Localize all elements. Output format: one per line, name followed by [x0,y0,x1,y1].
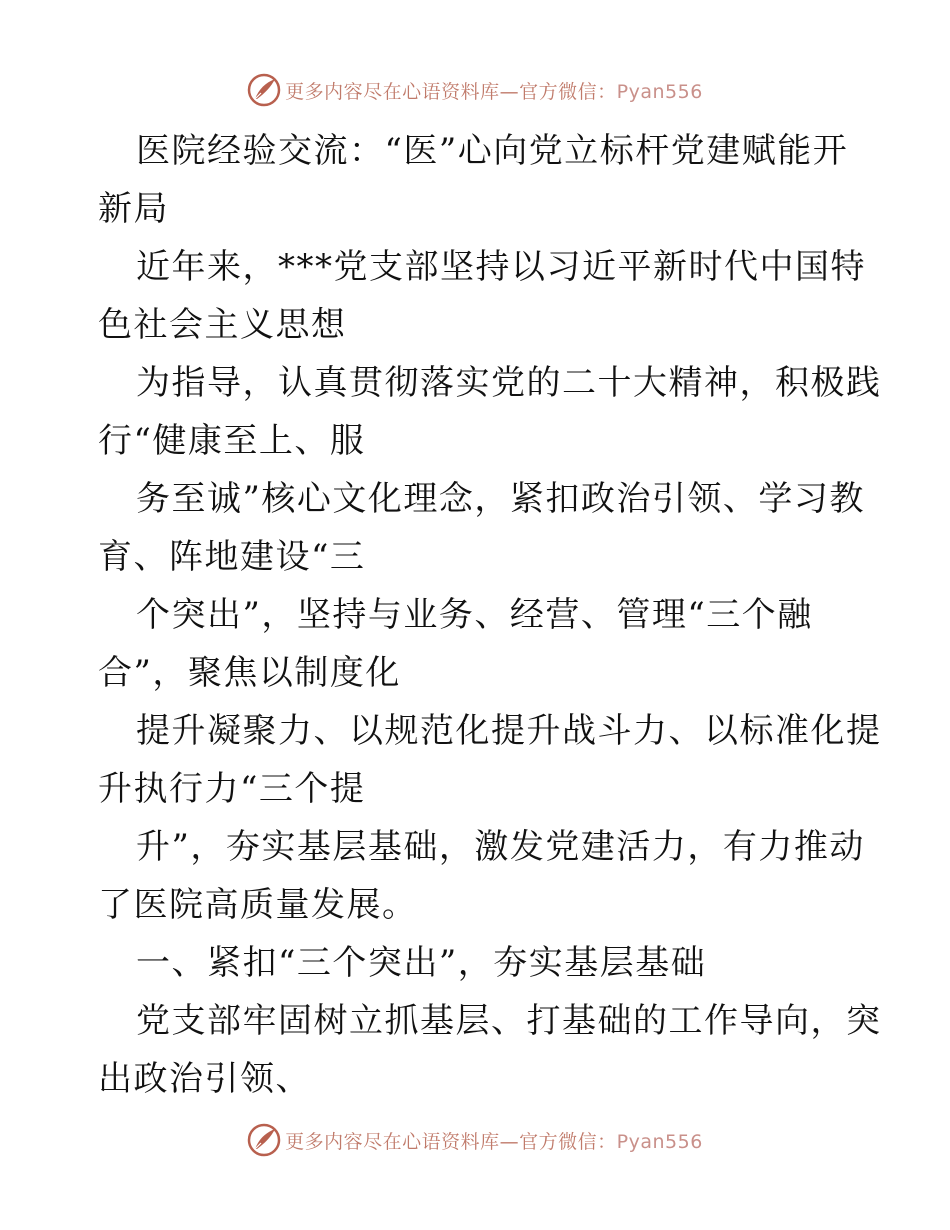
text-line: 升执行力“三个提 [98,769,366,809]
text-line: 一、紧扣“三个突出”，夯实基层基础 [136,943,707,983]
watermark-text: 更多内容尽在心语资料库—官方微信：Pyan556 [285,80,703,103]
text-line: 提升凝聚力、以规范化提升战斗力、以标准化提 [136,711,882,751]
text-line: 个突出”，坚持与业务、经营、管理“三个融 [136,595,813,635]
feather-logo-icon [247,73,281,107]
text-line: 出政治引领、 [98,1059,311,1099]
text-line: 务至诚”核心文化理念，紧扣政治引领、学习教 [136,479,865,519]
text-line: 育、阵地建设“三 [98,537,366,577]
text-line: 了医院高质量发展。 [98,885,418,925]
watermark-text: 更多内容尽在心语资料库—官方微信：Pyan556 [285,1130,703,1153]
footer-watermark [0,1120,950,1160]
text-line: 升”，夯实基层基础，激发党建活力，有力推动 [136,827,865,867]
text-line: 新局 [98,189,169,229]
text-line: 医院经验交流：“医”心向党立标杆党建赋能开 [136,131,849,171]
text-line: 近年来，***党支部坚持以习近平新时代中国特 [136,247,866,287]
text-line: 色社会主义思想 [98,305,347,345]
text-line: 合”，聚焦以制度化 [98,653,401,693]
feather-logo-icon [247,1123,281,1157]
document-body [98,122,882,1108]
text-line: 党支部牢固树立抓基层、打基础的工作导向，突 [136,1001,882,1041]
text-line: 行“健康至上、服 [98,421,366,461]
text-line: 为指导，认真贯彻落实党的二十大精神，积极践 [136,363,882,403]
header-watermark [0,70,950,110]
